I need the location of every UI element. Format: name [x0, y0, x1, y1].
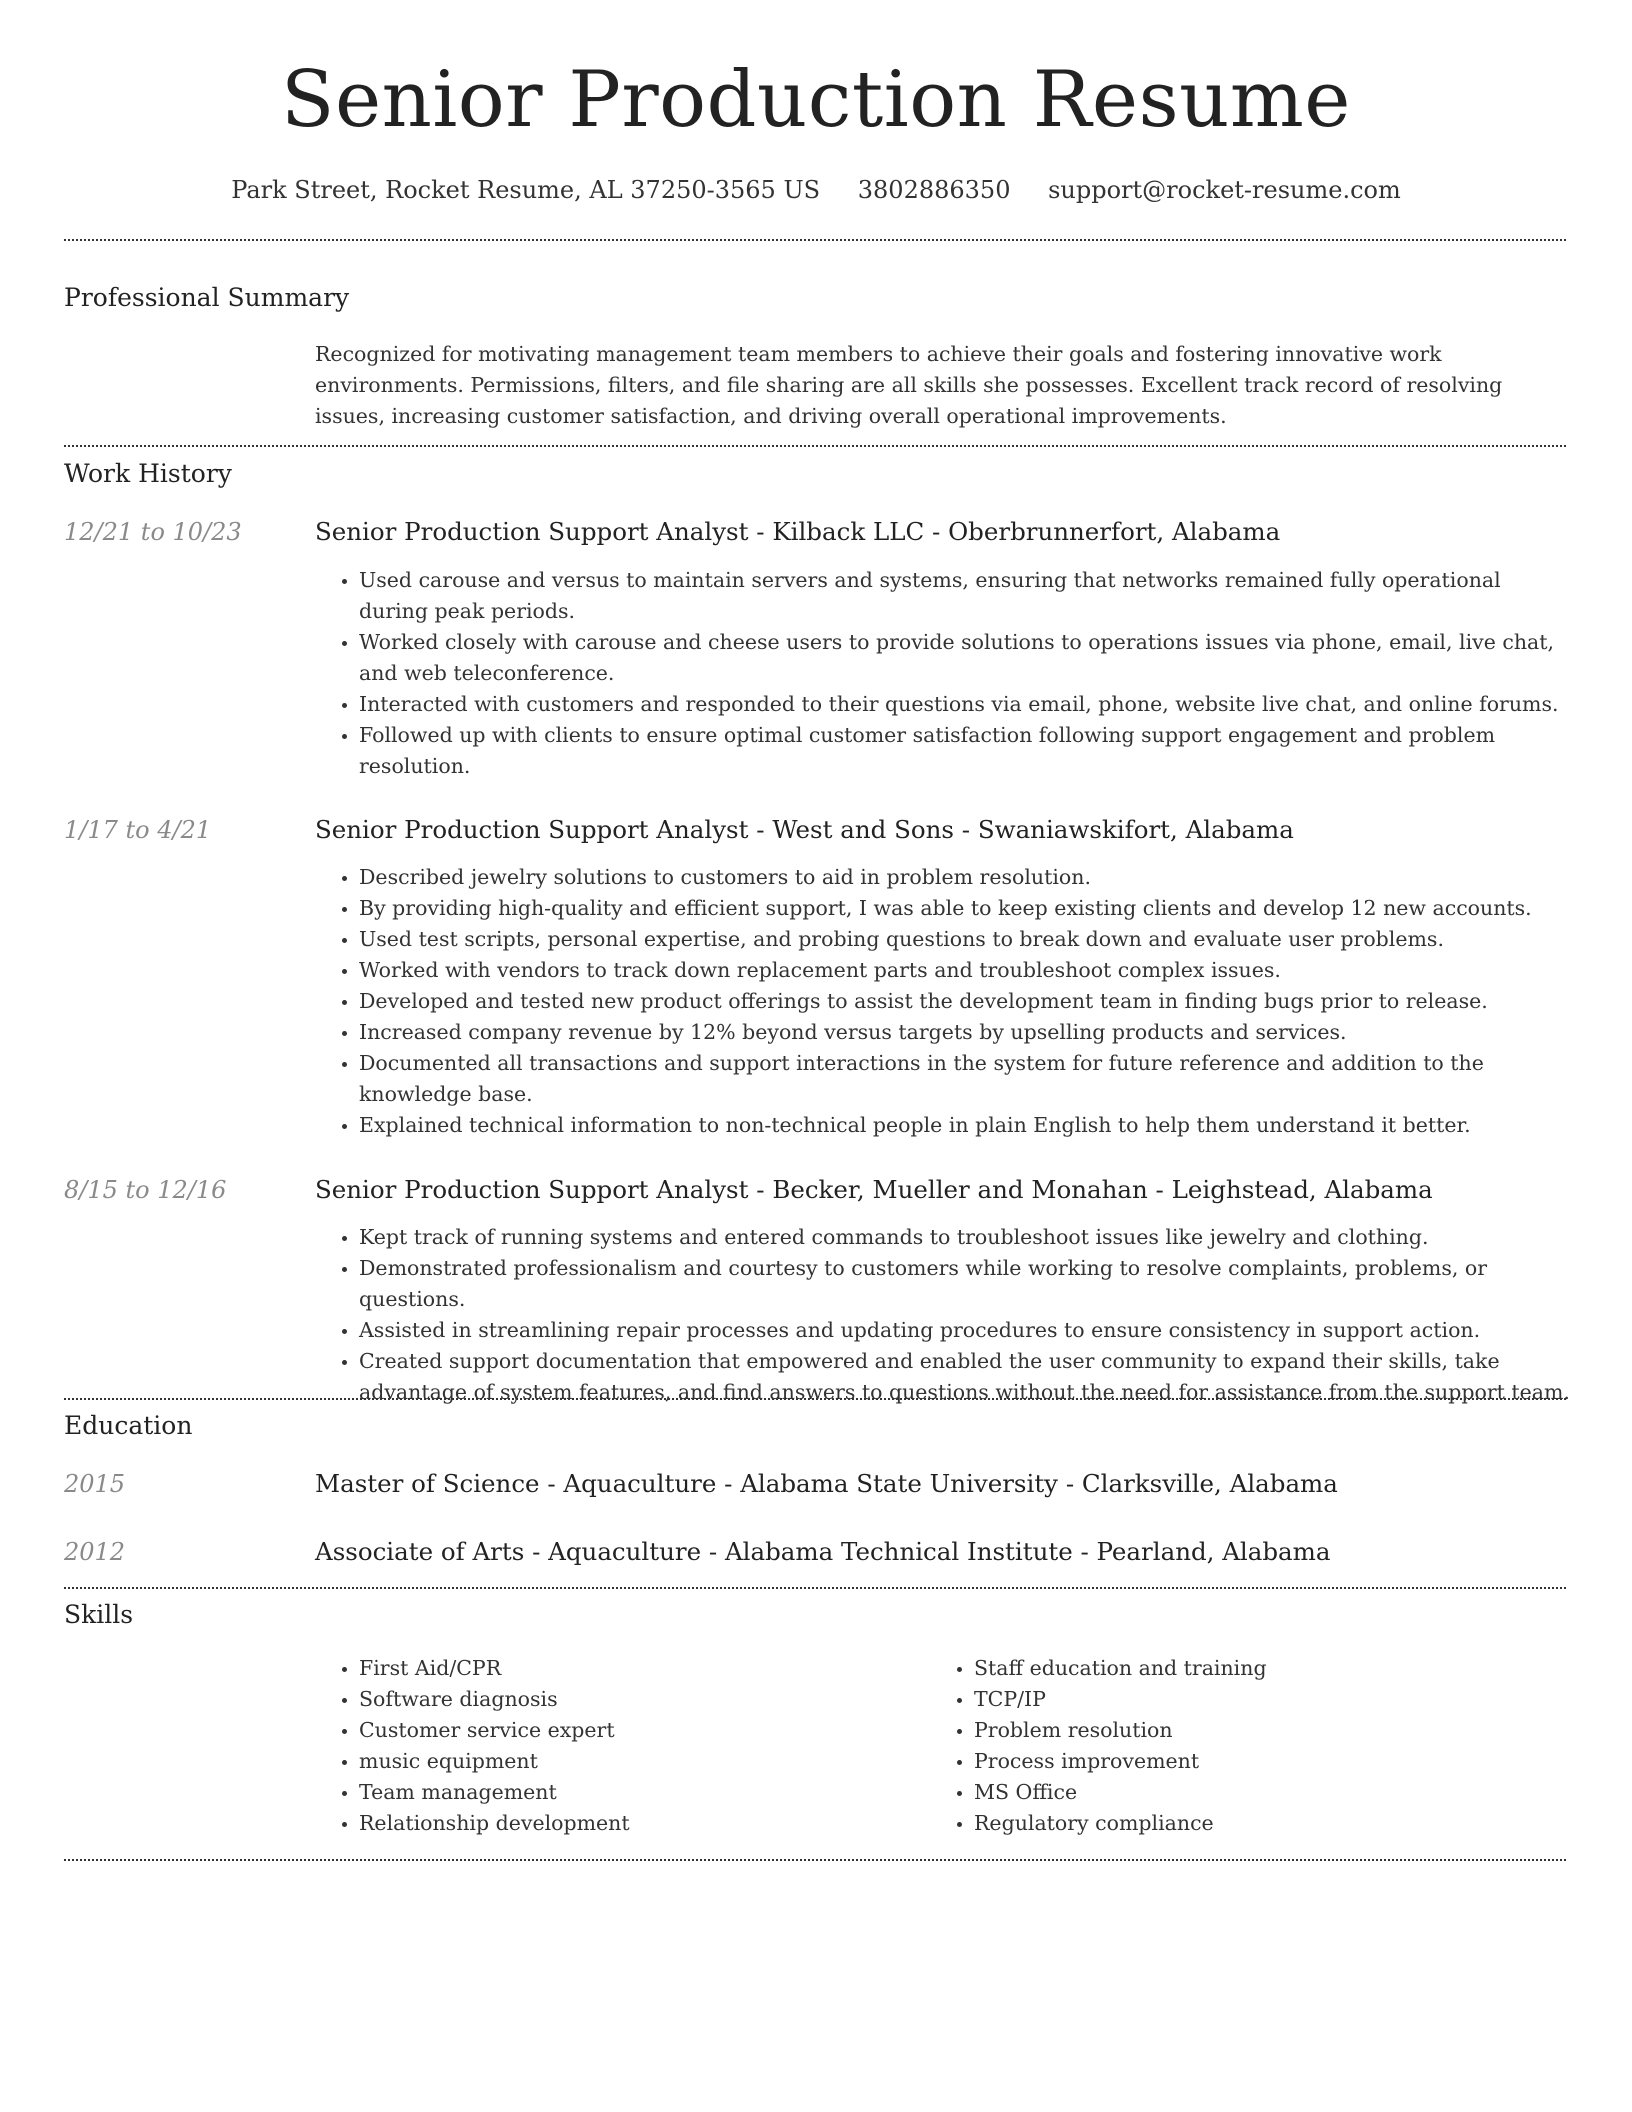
skill-item: • Customer service expert [359, 1715, 875, 1746]
skill-item: • Process improvement [974, 1746, 1530, 1777]
list-item: • Interacted with customers and responded to their questions via email, phone, website live chat, and online forums. [359, 689, 1570, 720]
job-bullets [315, 565, 1570, 782]
list-item: • Worked with vendors to track down replacement parts and troubleshoot complex issues. [359, 955, 1570, 986]
skill-item: • Team management [359, 1777, 875, 1808]
skill-item: • First Aid/CPR [359, 1653, 875, 1684]
divider [64, 445, 1566, 447]
list-item: • Assisted in streamlining repair processes and updating procedures to ensure consistency in support action. [359, 1315, 1570, 1346]
divider [64, 1859, 1566, 1861]
list-item: • Increased company revenue by 12% beyond versus targets by upselling products and services. [359, 1017, 1570, 1048]
job-heading: Senior Production Support Analyst - West and Sons - Swaniawskifort, Alabama [315, 815, 1294, 844]
contact-address: Park Street, Rocket Resume, AL 37250-3565 US [231, 176, 821, 204]
summary-text: Recognized for motivating management team members to achieve their goals and fostering innovative work environments. Permissions, filters, and file sharing are all skills she possesses. Excellent track record of resolving issues, increasing customer satisfaction, and driving overall operational improvements. [315, 342, 1503, 428]
list-item: • Explained technical information to non-technical people in plain English to help them understand it better. [359, 1110, 1570, 1141]
list-item: • Documented all transactions and support interactions in the system for future reference and addition to the knowledge base. [359, 1048, 1570, 1110]
skill-item: • music equipment [359, 1746, 875, 1777]
job-heading: Senior Production Support Analyst - Becker, Mueller and Monahan - Leighstead, Alabama [315, 1175, 1433, 1204]
education-year: 2012 [64, 1538, 126, 1566]
list-item: • Followed up with clients to ensure optimal customer satisfaction following support engagement and problem resolution. [359, 720, 1570, 782]
job-heading: Senior Production Support Analyst - Kilback LLC - Oberbrunnerfort, Alabama [315, 517, 1281, 546]
skill-item: • Problem resolution [974, 1715, 1530, 1746]
list-item: • Used carouse and versus to maintain servers and systems, ensuring that networks remained fully operational during peak periods. [359, 565, 1570, 627]
skill-item: • Software diagnosis [359, 1684, 875, 1715]
skill-item: • MS Office [974, 1777, 1530, 1808]
contact-line [0, 170, 1632, 210]
list-item: • Kept track of running systems and entered commands to troubleshoot issues like jewelry and clothing. [359, 1222, 1570, 1253]
skill-item: • Staff education and training [974, 1653, 1530, 1684]
job-bullets [315, 1222, 1570, 1408]
section-title-work-history: Work History [64, 459, 232, 488]
list-item: • Demonstrated professionalism and courtesy to customers while working to resolve complaints, problems, or questions. [359, 1253, 1570, 1315]
skills-list-left [315, 1653, 875, 1839]
skill-item: • TCP/IP [974, 1684, 1530, 1715]
divider [64, 1398, 1566, 1400]
list-item: • Developed and tested new product offerings to assist the development team in finding bugs prior to release. [359, 986, 1570, 1017]
skills-list-right [930, 1653, 1530, 1839]
section-title-education: Education [64, 1411, 193, 1440]
job-dates: 8/15 to 12/16 [64, 1176, 227, 1204]
list-item: • Described jewelry solutions to customers to aid in problem resolution. [359, 862, 1570, 893]
skill-item: • Relationship development [359, 1808, 875, 1839]
divider [64, 1587, 1566, 1589]
job-bullets [315, 862, 1570, 1141]
contact-email: support@rocket-resume.com [1048, 176, 1401, 204]
job-dates: 1/17 to 4/21 [64, 816, 212, 844]
contact-phone: 3802886350 [857, 176, 1011, 204]
section-title-skills: Skills [64, 1600, 134, 1629]
list-item: • Created support documentation that empowered and enabled the user community to expand their skills, take advantage of system features, and find answers to questions without the need for assistance from the support team. [359, 1346, 1570, 1408]
education-entry: Master of Science - Aquaculture - Alabama State University - Clarksville, Alabama [315, 1469, 1338, 1498]
list-item: • By providing high-quality and efficient support, I was able to keep existing clients and develop 12 new accounts. [359, 893, 1570, 924]
divider [64, 239, 1566, 241]
skill-item: • Regulatory compliance [974, 1808, 1530, 1839]
section-title-summary: Professional Summary [64, 283, 350, 312]
education-entry: Associate of Arts - Aquaculture - Alabama Technical Institute - Pearland, Alabama [315, 1537, 1331, 1566]
list-item: • Worked closely with carouse and cheese users to provide solutions to operations issues via phone, email, live chat, and web teleconference. [359, 627, 1570, 689]
list-item: • Used test scripts, personal expertise, and probing questions to break down and evaluate user problems. [359, 924, 1570, 955]
job-dates: 12/21 to 10/23 [64, 518, 242, 546]
resume-name: Senior Production Resume [281, 55, 1351, 145]
education-year: 2015 [64, 1470, 126, 1498]
